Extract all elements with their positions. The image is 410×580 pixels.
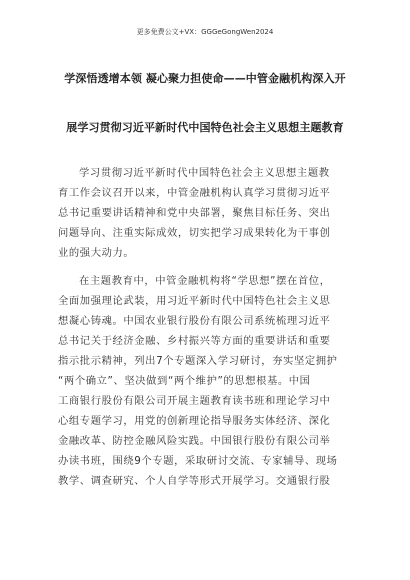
header-note: 更多免费公文+VX：GGGeGongWen2024 — [136, 28, 274, 36]
document-title-line-1: 学深悟透增本领 凝心聚力担使命——中管金融机构深入开 — [64, 72, 346, 85]
paragraph-line: 全面加强理论武装，用习近平新时代中国特色社会主义思 — [58, 295, 331, 307]
paragraph-2 — [58, 271, 358, 491]
paragraph-line: 办读书班，围绕9个专题，采取研讨交流、专家辅导、现场 — [58, 455, 338, 467]
document-body — [58, 163, 358, 491]
paragraph-line: 业的强大动力。 — [58, 247, 135, 259]
paragraph-line: 教学、调查研究、个人自学等形式开展学习。交通银行股 — [58, 475, 331, 487]
paragraph-line: 总书记关于经济金融、乡村振兴等方面的重要讲话和重要 — [58, 335, 331, 347]
paragraph-line: 想凝心铸魂。中国农业银行股份有限公司系统梳理习近平 — [58, 315, 331, 327]
paragraph-line: 育工作会议召开以来，中管金融机构认真学习贯彻习近平 — [58, 187, 331, 199]
document-title-line-2: 展学习贯彻习近平新时代中国特色社会主义思想主题教育 — [66, 121, 344, 134]
paragraph-1 — [58, 163, 358, 263]
paragraph-line: “两个确立”、坚决做到“两个维护”的思想根基。中国 — [58, 375, 311, 387]
paragraph-line: 金融改革、防控金融风险实践。中国银行股份有限公司举 — [58, 435, 331, 447]
paragraph-line: 工商银行股份有限公司开展主题教育读书班和理论学习中 — [58, 395, 331, 407]
paragraph-line: 在主题教育中，中管金融机构将“学思想”摆在首位， — [79, 275, 331, 287]
paragraph-line: 问题导向、注重实际成效，切实把学习成果转化为干事创 — [58, 227, 331, 239]
paragraph-line: 指示批示精神，列出7个专题深入学习研讨，夯实坚定拥护 — [58, 355, 338, 367]
paragraph-line: 学习贯彻习近平新时代中国特色社会主义思想主题教 — [79, 167, 330, 179]
paragraph-line: 总书记重要讲话精神和党中央部署，聚焦目标任务、突出 — [58, 207, 331, 219]
paragraph-spacer — [58, 263, 358, 271]
paragraph-line: 心组专题学习，用党的创新理论指导服务实体经济、深化 — [58, 415, 331, 427]
